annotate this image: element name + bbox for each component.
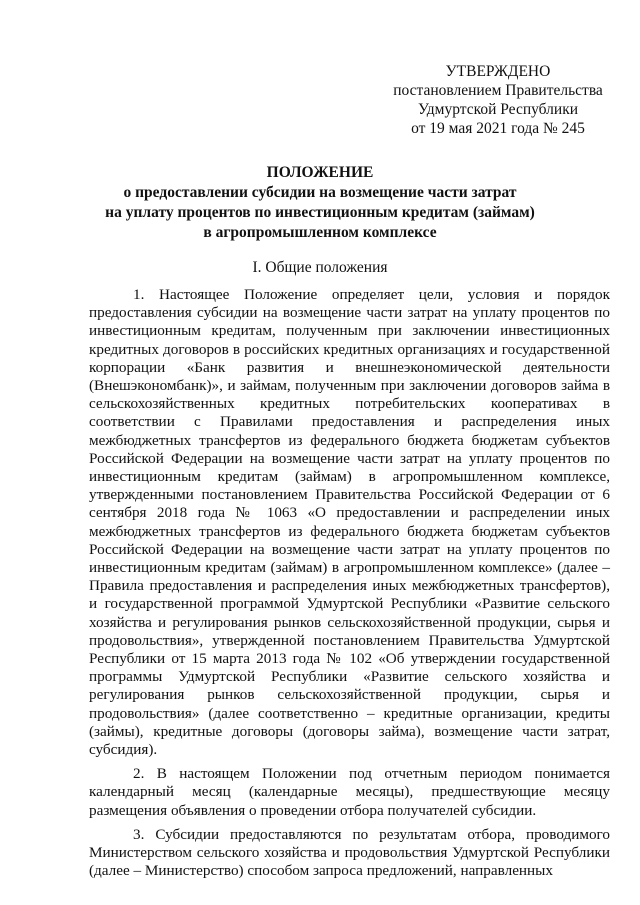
title-line-1: ПОЛОЖЕНИЕ [266, 164, 374, 181]
paragraph-3: 3. Субсидии предоставляются по результатам отбора, проводимого Министерством сельского хозяйства и продовольствия Удмуртской Республики (далее – Министерство) способом запроса предложений, направленных [89, 825, 610, 880]
approval-region: Удмуртской Республики [417, 101, 579, 118]
section-heading: I. Общие положения [252, 259, 388, 276]
approval-heading: УТВЕРЖДЕНО [445, 63, 551, 80]
approval-authority: постановлением Правительства [393, 82, 603, 99]
approval-date-number: от 19 мая 2021 года № 245 [411, 120, 585, 137]
paragraph-1: 1. Настоящее Положение определяет цели, условия и порядок предоставления субсидии на возмещение части затрат на уплату процентов по инвестиционным кредитам, полученным при заключении инвестиционных кредитных договоров в российских кредитных организациях и государственной корпорации «Банк развития и внешнеэкономической деятельности (Внешэкономбанк)», и займам, полученным при заключении договоров займа в сельскохозяйственных кредитных потребительских кооперативах в соответствии с Правилами предоставления и распределения иных межбюджетных трансфертов из федерального бюджета бюджетам субъектов Российской Федерации на возмещение части затрат на уплату процентов по инвестиционным кредитам (займам) в агропромышленном комплексе, утвержденными постановлением Правительства Российской Федерации от 6 сентября 2018 года № 1063 «О предоставлении и распределении иных межбюджетных трансфертов из федерального бюджета бюджетам субъектов Российской Федерации на возмещение части затрат на уплату процентов по инвестиционным кредитам (займам) в агропромышленном комплексе» (далее – Правила предоставления и распределения иных межбюджетных трансфертов), и государственной программой Удмуртской Республики «Развитие сельского хозяйства и регулирования рынков сельскохозяйственной продукции, сырья и продовольствия», утвержденной постановлением Правительства Удмуртской Республики от 15 марта 2013 года № 102 «Об утверждении государственной программы Удмуртской Республики «Развитие сельского хозяйства и регулирования рынков сельскохозяйственной продукции, сырья и продовольствия» (далее соответственно – кредитные организации, кредиты (займы), кредитные договоры (договоры займа), возмещение части затрат, субсидия). [89, 286, 610, 759]
title-line-4: в агропромышленном комплексе [203, 224, 437, 241]
title-line-2: о предоставлении субсидии на возмещение части затрат [123, 184, 517, 201]
title-line-3: на уплату процентов по инвестиционным кредитам (займам) [105, 204, 535, 221]
document-title [90, 163, 550, 243]
paragraph-2: 2. В настоящем Положении под отчетным периодом понимается календарный месяц (календарные месяцы), предшествующие месяцу размещения объявления о проведении отбора получателей субсидии. [89, 765, 610, 819]
document-body [89, 286, 610, 881]
approval-stamp [380, 62, 616, 138]
